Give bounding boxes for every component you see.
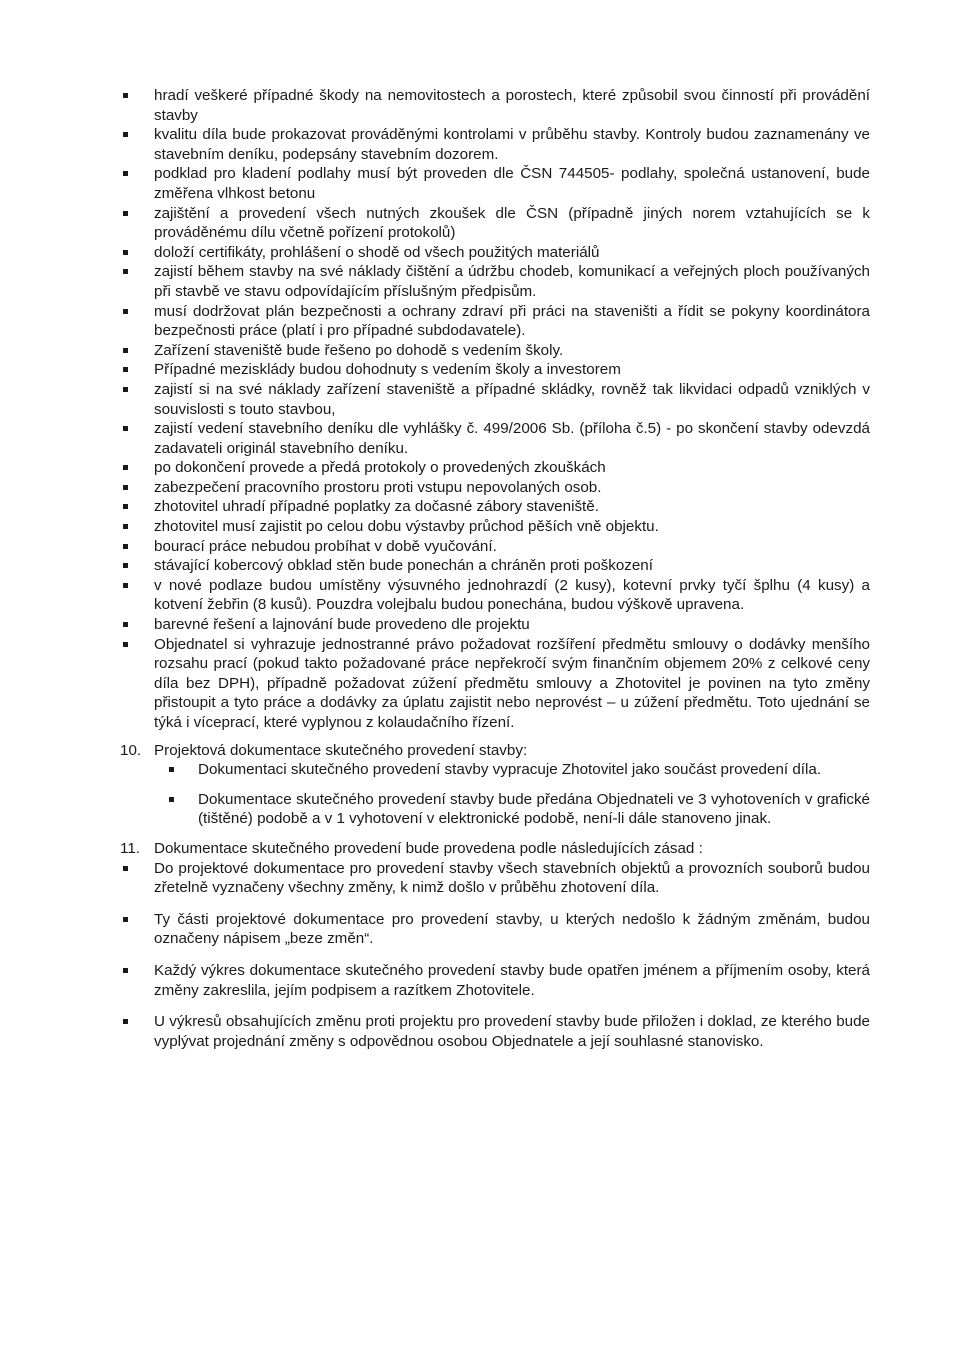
document-body [120, 86, 870, 1051]
list-item: kvalitu díla bude prokazovat prováděnými kontrolami v průběhu stavby. Kontroly budou zaznamenány ve stavebním deníku, podepsány stavebním dozorem. [120, 125, 870, 164]
list-item: bourací práce nebudou probíhat v době vyučování. [120, 537, 870, 557]
list-item: Ty části projektové dokumentace pro provedení stavby, u kterých nedošlo k žádným změnám, budou označeny nápisem „beze změn“. [120, 910, 870, 949]
list-item: musí dodržovat plán bezpečnosti a ochrany zdraví při práci na staveništi a řídit se pokyny koordinátora bezpečnosti práce (platí i pro případné subdodavatele). [120, 302, 870, 341]
list-item: Objednatel si vyhrazuje jednostranné právo požadovat rozšíření předmětu smlouvy o dodávky menšího rozsahu prací (pokud takto požadované práce nepřekročí svým finančním objemem 20% z celkové ceny díla bez DPH), případně požadovat zúžení předmětu smlouvy a Zhotovitel je povinen na tyto změny přistoupit a tyto práce a dodávky za úplatu zajistit nebo neprovést – u zúžení předmětu. Toto ujednání se týká i víceprací, které vyplynou z kolaudačního řízení. [120, 635, 870, 733]
list-item: zajistí během stavby na své náklady čištění a údržbu chodeb, komunikací a veřejných ploch používaných při stavbě ve stavu odpovídajícím příslušným předpisům. [120, 262, 870, 301]
list-item: Do projektové dokumentace pro provedení stavby všech stavebních objektů a provozních souborů budou zřetelně vyznačeny všechny změny, k nimž došlo v průběhu zhotovení díla. [120, 859, 870, 898]
list-item: hradí veškeré případné škody na nemovitostech a porostech, které způsobil svou činností při provádění stavby [120, 86, 870, 125]
list-item: Případné mezisklády budou dohodnuty s vedením školy a investorem [120, 360, 870, 380]
list-item: podklad pro kladení podlahy musí být proveden dle ČSN 744505- podlahy, společná ustanovení, bude změřena vlhkost betonu [120, 164, 870, 203]
section-10-heading [120, 741, 870, 761]
list-item: po dokončení provede a předá protokoly o provedených zkouškách [120, 458, 870, 478]
list-item: zhotovitel uhradí případné poplatky za dočasné zábory staveniště. [120, 497, 870, 517]
list-item: Zařízení staveniště bude řešeno po dohodě s vedením školy. [120, 341, 870, 361]
list-item: v nové podlaze budou umístěny výsuvného jednohrazdí (2 kusy), kotevní prvky tyčí šplhu (4 kusy) a kotvení žebřin (8 kusů). Pouzdra volejbalu budou ponechána, budou výškově upravena. [120, 576, 870, 615]
list-item: U výkresů obsahujících změnu proti projektu pro provedení stavby bude přiložen i doklad, ze kterého bude vyplývat projednání změny s odpovědnou osobou Objednatele a její souhlasné stanovisko. [120, 1012, 870, 1051]
list-item: zabezpečení pracovního prostoru proti vstupu nepovolaných osob. [120, 478, 870, 498]
list-item: zajistí vedení stavebního deníku dle vyhlášky č. 499/2006 Sb. (příloha č.5) - po skončení stavby odevzdá zadavateli originál stavebního deníku. [120, 419, 870, 458]
list-item: stávající kobercový obklad stěn bude ponechán a chráněn proti poškození [120, 556, 870, 576]
list-item: zajistí si na své náklady zařízení staveniště a případné skládky, rovněž tak likvidaci odpadů vzniklých v souvislosti s touto stavbou, [120, 380, 870, 419]
section-title: Dokumentace skutečného provedení bude provedena podle následujících zásad : [154, 839, 703, 857]
section-11-heading [120, 839, 870, 859]
list-item: zajištění a provedení všech nutných zkoušek dle ČSN (případně jiných norem vztahujících se k prováděnému dílu včetně pořízení protokolů) [120, 204, 870, 243]
list-item: Dokumentace skutečného provedení stavby bude předána Objednateli ve 3 vyhotoveních v grafické (tištěné) podobě a v 1 vyhotovení v elektronické podobě, není-li dále stanoveno jinak. [120, 790, 870, 829]
list-item: doloží certifikáty, prohlášení o shodě od všech použitých materiálů [120, 243, 870, 263]
section-number: 10. [120, 741, 142, 759]
list-item: zhotovitel musí zajistit po celou dobu výstavby průchod pěších vně objektu. [120, 517, 870, 537]
list-item: Dokumentaci skutečného provedení stavby vypracuje Zhotovitel jako součást provedení díla. [120, 760, 870, 780]
contractor-obligations-list-b [120, 243, 870, 733]
list-item: barevné řešení a lajnování bude provedeno dle projektu [120, 615, 870, 635]
section-11-list [120, 859, 870, 1052]
section-10-list [120, 760, 870, 829]
section-title: Projektová dokumentace skutečného provedení stavby: [154, 741, 528, 759]
list-item: Každý výkres dokumentace skutečného provedení stavby bude opatřen jménem a příjmením osoby, která změny zakreslila, jejím podpisem a razítkem Zhotovitele. [120, 961, 870, 1000]
section-number: 11. [120, 839, 140, 857]
contractor-obligations-list-a [120, 86, 870, 243]
